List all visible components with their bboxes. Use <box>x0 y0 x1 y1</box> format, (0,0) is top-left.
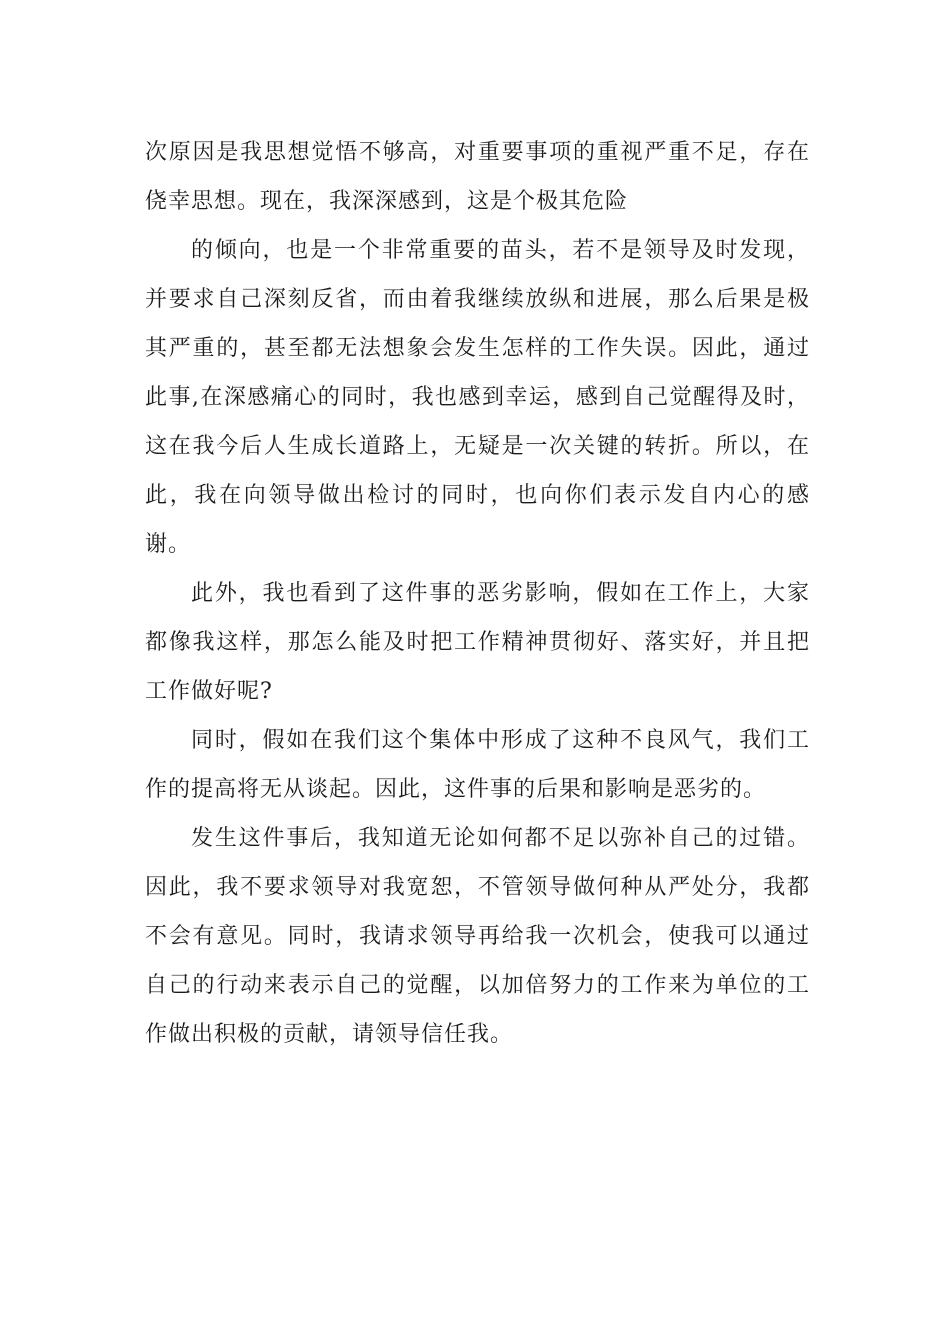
document-body <box>145 128 810 1059</box>
paragraph-3: 此外，我也看到了这件事的恶劣影响，假如在工作上，大家都像我这样，那怎么能及时把工作精神贯彻好、落实好，并且把工作做好呢? <box>145 581 810 704</box>
paragraph-4: 同时，假如在我们这个集体中形成了这种不良风气，我们工作的提高将无从谈起。因此，这件事的后果和影响是恶劣的。 <box>145 728 810 802</box>
paragraph-2: 的倾向，也是一个非常重要的苗头，若不是领导及时发现，并要求自己深刻反省，而由着我继续放纵和进展，那么后果是极其严重的，甚至都无法想象会发生怎样的工作失误。因此，通过此事,在深感痛心的同时，我也感到幸运，感到自己觉醒得及时，这在我今后人生成长道路上，无疑是一次关键的转折。所以，在此，我在向领导做出检讨的同时，也向你们表示发自内心的感谢。 <box>145 238 810 557</box>
paragraph-1: 次原因是我思想觉悟不够高，对重要事项的重视严重不足，存在侥幸思想。现在，我深深感到，这是个极其危险 <box>145 140 810 214</box>
paragraph-5: 发生这件事后，我知道无论如何都不足以弥补自己的过错。因此，我不要求领导对我宽恕，不管领导做何种从严处分，我都不会有意见。同时，我请求领导再给我一次机会，使我可以通过自己的行动来表示自己的觉醒，以加倍努力的工作来为单位的工作做出积极的贡献，请领导信任我。 <box>145 826 810 1047</box>
